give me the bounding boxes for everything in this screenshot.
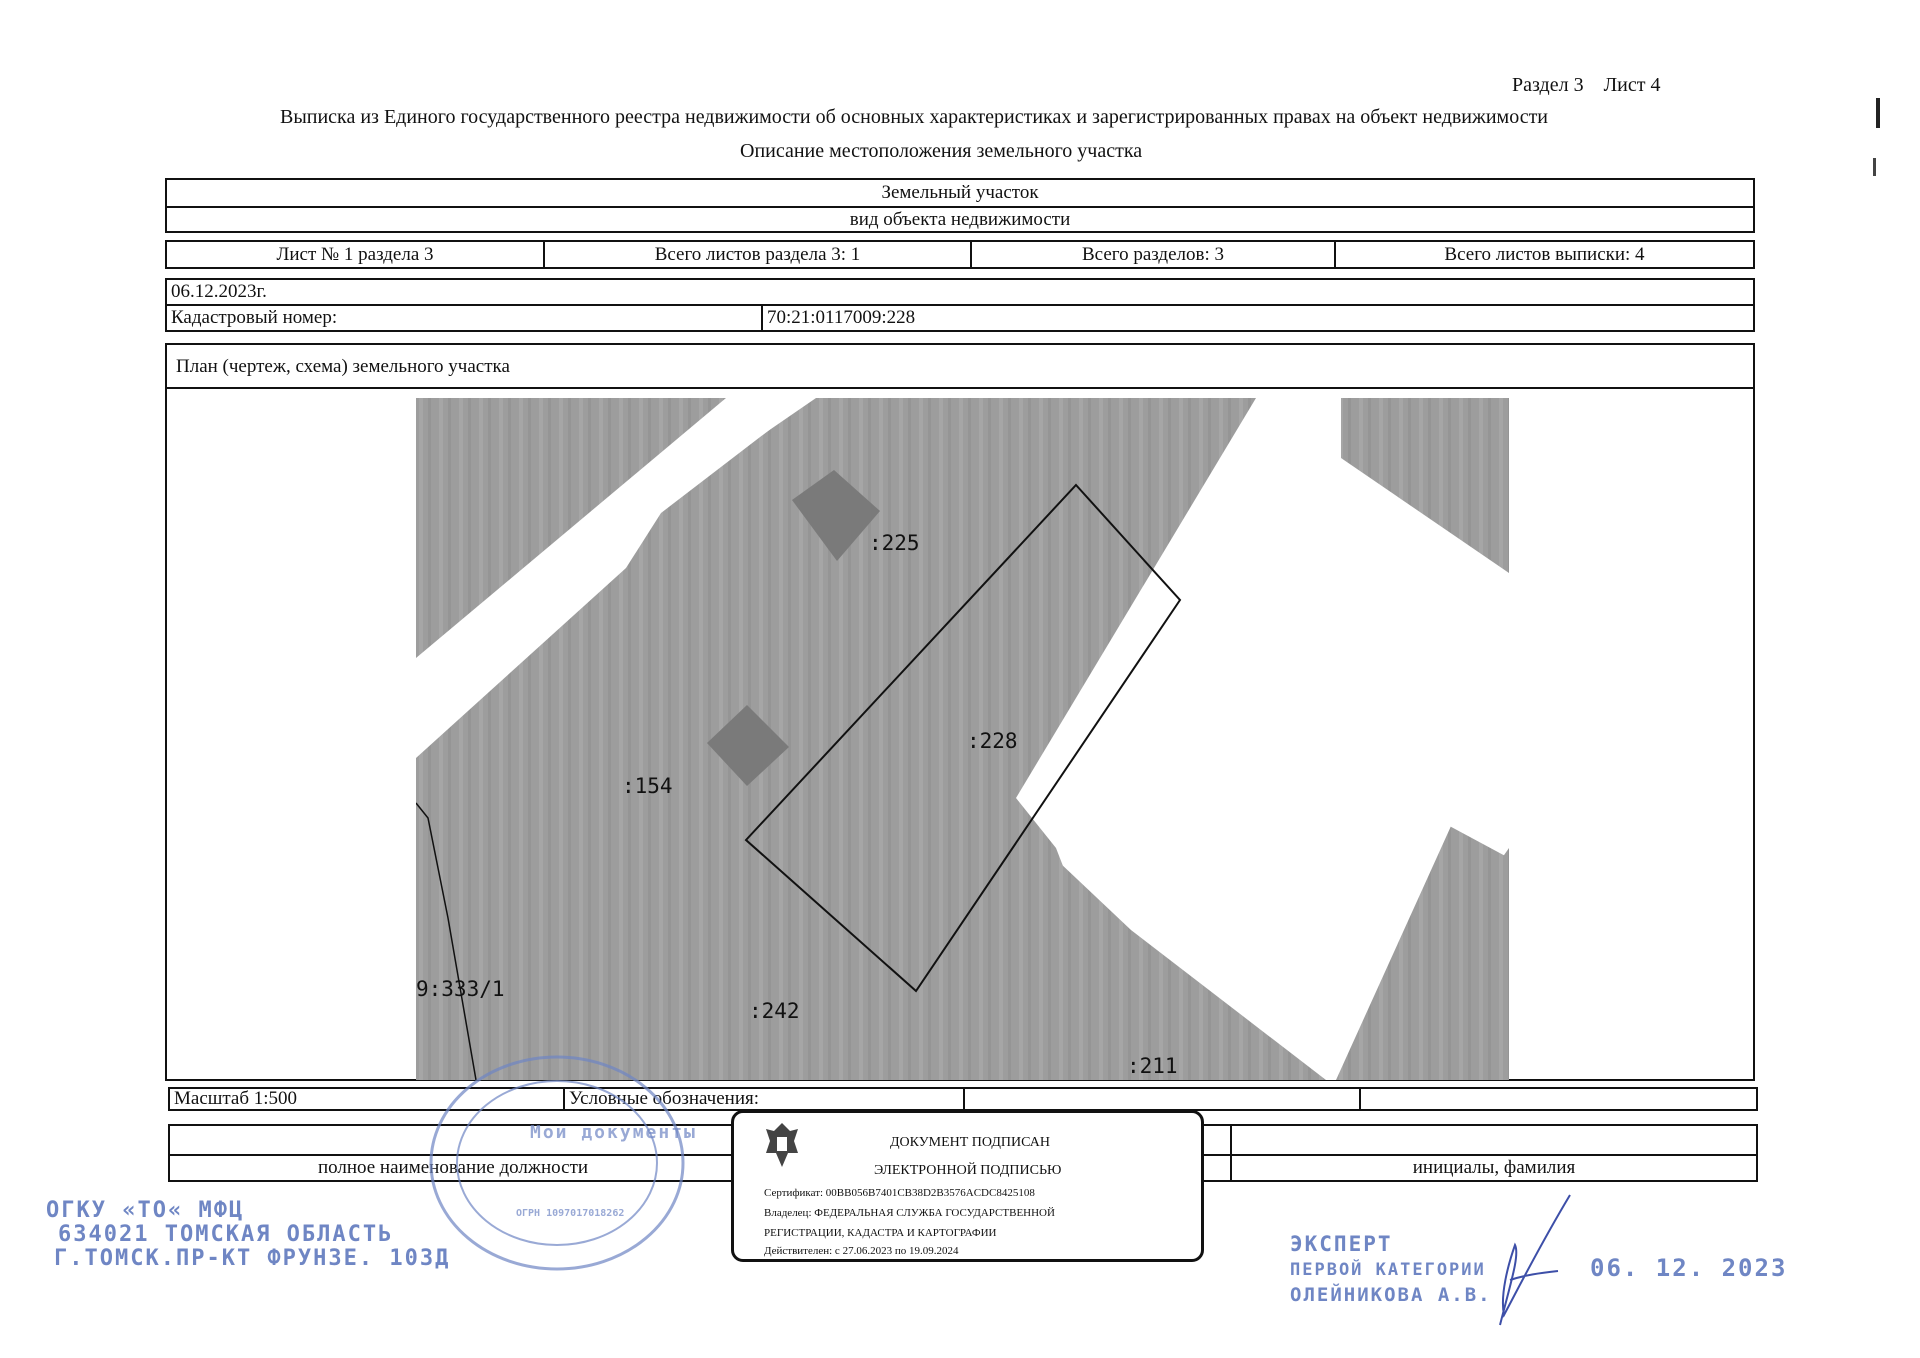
object-type-caption-row [165, 206, 1755, 233]
cadastral-number: 70:21:0117009:228 [767, 307, 916, 328]
label-parcel-154: :154 [622, 774, 673, 798]
label-parcel-242: :242 [749, 999, 800, 1023]
legend-cell-2 [1361, 1089, 1756, 1109]
total-extract-sheets: Всего листов выписки: 4 [1444, 243, 1645, 265]
scan-mark-1 [1876, 98, 1880, 128]
round-stamp-text: Мои документы [530, 1122, 697, 1143]
scale: Масштаб 1:500 [170, 1089, 565, 1109]
stamp-date: 06. 12. 2023 [1590, 1254, 1788, 1282]
label-parcel-333: 9:333/1 [416, 977, 505, 1001]
object-type-value: Земельный участок [881, 182, 1039, 203]
plan-title-divider [165, 387, 1755, 389]
label-parcel-228: :228 [967, 729, 1018, 753]
sheet-number: Лист № 1 раздела 3 [167, 242, 545, 267]
ep-line-1: ДОКУМЕНТ ПОДПИСАН [890, 1135, 1050, 1150]
cadastral-map [416, 398, 1509, 1080]
label-parcel-225: :225 [869, 531, 920, 555]
expert-stamp-line-3: ОЛЕЙНИКОВА А.В. [1290, 1284, 1492, 1306]
total-sections: Всего разделов: 3 [972, 242, 1336, 267]
document-title: Выписка из Единого государственного реестра недвижимости об основных характеристиках и зарегистрированных правах на объект недвижимости [280, 106, 1549, 128]
initials-caption: инициалы, фамилия [1412, 1157, 1576, 1178]
label-parcel-211: :211 [1127, 1054, 1178, 1078]
mfc-stamp-line-1: ОГКУ «ТО« МФЦ [46, 1198, 245, 1223]
scale-legend-row [168, 1087, 1758, 1111]
expert-stamp-line-1: ЭКСПЕРТ [1290, 1232, 1393, 1256]
legend-cell-1 [965, 1089, 1361, 1109]
document-subtitle: Описание местоположения земельного участка [740, 140, 1143, 162]
total-section-sheets: Всего листов раздела 3: 1 [545, 242, 972, 267]
round-stamp-ogrn: ОГРН 1097017018262 [516, 1208, 625, 1219]
emblem-icon [762, 1119, 802, 1171]
handwritten-signature [1470, 1185, 1590, 1335]
position-caption: полное наименование должности [170, 1156, 738, 1180]
plan-title: План (чертеж, схема) земельного участка [176, 356, 510, 377]
section-sheet-label: Раздел 3 Лист 4 [1512, 74, 1661, 96]
owner-line-2: РЕГИСТРАЦИИ, КАДАСТРА И КАРТОГРАФИИ [764, 1227, 997, 1239]
object-type-row [165, 178, 1755, 208]
certificate: Сертификат: 00BB056B7401CB38D2B3576ACDC8425108 [764, 1187, 1035, 1199]
object-type-caption: вид объекта недвижимости [849, 208, 1071, 230]
cadastral-row [165, 304, 1755, 332]
cadastral-label: Кадастровый номер: [167, 306, 763, 330]
legend-label: Условные обозначения: [565, 1089, 965, 1109]
valid-period: Действителен: с 27.06.2023 по 19.09.2024 [764, 1245, 959, 1257]
expert-stamp-line-2: ПЕРВОЙ КАТЕГОРИИ [1290, 1260, 1486, 1280]
mfc-stamp-line-2: 634021 ТОМСКАЯ ОБЛАСТЬ [58, 1222, 394, 1247]
scan-mark-2 [1873, 158, 1876, 176]
extract-date: 06.12.2023г. [171, 281, 267, 302]
date-row [165, 278, 1755, 306]
electronic-signature-stamp [731, 1110, 1204, 1262]
mfc-stamp-line-3: Г.ТОМСК.ПР-КТ ФРУНЗЕ. 103Д [54, 1246, 451, 1271]
round-stamp [426, 1052, 688, 1274]
ep-line-2: ЭЛЕКТРОННОЙ ПОДПИСЬЮ [874, 1163, 1062, 1178]
sheets-row [165, 240, 1755, 269]
owner-line-1: Владелец: ФЕДЕРАЛЬНАЯ СЛУЖБА ГОСУДАРСТВЕННОЙ [764, 1207, 1055, 1219]
